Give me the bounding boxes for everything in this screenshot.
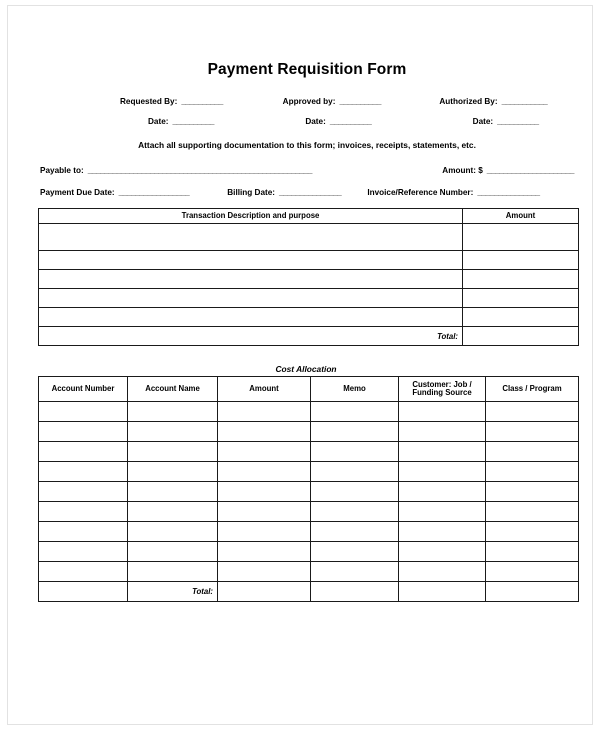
cost-account-number-cell[interactable] bbox=[39, 542, 128, 562]
cost-customer-job-cell[interactable] bbox=[399, 542, 486, 562]
cost-class-program-cell[interactable] bbox=[486, 402, 579, 422]
cost-memo-cell[interactable] bbox=[311, 422, 399, 442]
payable-to-blank[interactable]: ______________________________________________________ bbox=[87, 166, 312, 175]
cost-header-account-name: Account Name bbox=[128, 377, 218, 402]
cost-account-number-cell[interactable] bbox=[39, 402, 128, 422]
transaction-description-cell[interactable] bbox=[39, 251, 463, 270]
transaction-description-cell[interactable] bbox=[39, 224, 463, 251]
cost-account-name-cell[interactable] bbox=[128, 422, 218, 442]
transaction-table-body bbox=[39, 224, 579, 346]
cost-account-number-cell[interactable] bbox=[39, 522, 128, 542]
transaction-header-row bbox=[39, 209, 579, 224]
cost-header-account-number: Account Number bbox=[39, 377, 128, 402]
cost-customer-job-cell[interactable] bbox=[399, 482, 486, 502]
cost-customer-job-cell[interactable] bbox=[399, 442, 486, 462]
cost-memo-cell[interactable] bbox=[311, 502, 399, 522]
table-row[interactable] bbox=[39, 542, 579, 562]
invoice-reference-blank[interactable]: _______________ bbox=[477, 188, 540, 197]
billing-date-label: Billing Date: bbox=[227, 188, 276, 197]
cost-customer-job-cell[interactable] bbox=[399, 462, 486, 482]
authorized-date-blank[interactable]: __________ bbox=[497, 117, 539, 126]
due-dates-row bbox=[34, 188, 574, 197]
cost-total-label: Total: bbox=[128, 582, 218, 602]
transaction-description-cell[interactable] bbox=[39, 270, 463, 289]
page-title: Payment Requisition Form bbox=[207, 61, 407, 78]
cost-customer-job-cell[interactable] bbox=[399, 422, 486, 442]
transaction-total-label: Total: bbox=[39, 327, 463, 346]
table-row[interactable] bbox=[39, 402, 579, 422]
cost-account-name-cell[interactable] bbox=[128, 482, 218, 502]
transaction-description-cell[interactable] bbox=[39, 308, 463, 327]
requested-date-label: Date: bbox=[148, 117, 169, 126]
cost-header-customer-job-line1: Customer: Job / bbox=[412, 379, 472, 389]
cost-amount-cell[interactable] bbox=[218, 542, 311, 562]
transaction-header-description: Transaction Description and purpose bbox=[39, 209, 463, 224]
approved-date-label: Date: bbox=[305, 117, 326, 126]
table-row[interactable] bbox=[39, 270, 579, 289]
cost-class-program-cell[interactable] bbox=[486, 422, 579, 442]
transaction-amount-cell[interactable] bbox=[463, 270, 579, 289]
table-row[interactable] bbox=[39, 442, 579, 462]
cost-memo-cell[interactable] bbox=[311, 462, 399, 482]
cost-header-class-program: Class / Program bbox=[486, 377, 579, 402]
authorized-by-blank[interactable]: ___________ bbox=[501, 97, 548, 106]
cost-account-number-cell[interactable] bbox=[39, 502, 128, 522]
page-sheet bbox=[7, 5, 593, 725]
cost-total-customer-cell[interactable] bbox=[399, 582, 486, 602]
table-row[interactable] bbox=[39, 224, 579, 251]
payable-to-label: Payable to: bbox=[40, 166, 84, 175]
cost-account-name-cell[interactable] bbox=[128, 502, 218, 522]
cost-class-program-cell[interactable] bbox=[486, 482, 579, 502]
cost-allocation-table bbox=[38, 376, 579, 602]
transaction-amount-cell[interactable] bbox=[463, 251, 579, 270]
cost-header-customer-job bbox=[399, 377, 486, 402]
cost-class-program-cell[interactable] bbox=[486, 542, 579, 562]
cost-total-class-cell[interactable] bbox=[486, 582, 579, 602]
cost-amount-cell[interactable] bbox=[218, 522, 311, 542]
cost-total-spacer-cell bbox=[39, 582, 128, 602]
transaction-description-cell[interactable] bbox=[39, 289, 463, 308]
transaction-total-row[interactable] bbox=[39, 327, 579, 346]
table-row[interactable] bbox=[39, 422, 579, 442]
transaction-table bbox=[38, 208, 579, 346]
cost-customer-job-cell[interactable] bbox=[399, 562, 486, 582]
transaction-header-amount: Amount bbox=[463, 209, 579, 224]
cost-class-program-cell[interactable] bbox=[486, 562, 579, 582]
invoice-reference-label: Invoice/Reference Number: bbox=[367, 188, 474, 197]
form-body bbox=[34, 61, 574, 602]
cost-header-amount: Amount bbox=[218, 377, 311, 402]
cost-amount-cell[interactable] bbox=[218, 402, 311, 422]
table-row[interactable] bbox=[39, 522, 579, 542]
table-row[interactable] bbox=[39, 289, 579, 308]
cost-memo-cell[interactable] bbox=[311, 542, 399, 562]
requested-date-blank[interactable]: __________ bbox=[172, 117, 215, 126]
authorized-date-label: Date: bbox=[472, 117, 494, 126]
cost-customer-job-cell[interactable] bbox=[399, 402, 486, 422]
cost-allocation-header-row bbox=[39, 377, 579, 402]
cost-account-number-cell[interactable] bbox=[39, 462, 128, 482]
approved-by-label: Approved by: bbox=[282, 97, 336, 106]
requested-by-blank[interactable]: __________ bbox=[181, 97, 223, 106]
cost-account-name-cell[interactable] bbox=[128, 522, 218, 542]
billing-date-blank[interactable]: _______________ bbox=[279, 188, 342, 197]
attachment-notice: Attach all supporting documentation to this form; invoices, receipts, statements, etc. bbox=[138, 140, 476, 150]
cost-allocation-heading: Cost Allocation bbox=[275, 364, 337, 374]
cost-customer-job-cell[interactable] bbox=[399, 522, 486, 542]
authorized-by-label: Authorized By: bbox=[439, 97, 498, 106]
field-authorized-date[interactable] bbox=[407, 117, 574, 126]
approved-by-blank[interactable]: __________ bbox=[339, 97, 381, 106]
approved-date-blank[interactable]: __________ bbox=[329, 117, 372, 126]
cost-amount-cell[interactable] bbox=[218, 562, 311, 582]
table-row[interactable] bbox=[39, 308, 579, 327]
cost-memo-cell[interactable] bbox=[311, 402, 399, 422]
cost-memo-cell[interactable] bbox=[311, 522, 399, 542]
cost-account-name-cell[interactable] bbox=[128, 462, 218, 482]
requested-by-label: Requested By: bbox=[120, 97, 178, 106]
cost-memo-cell[interactable] bbox=[311, 482, 399, 502]
cost-header-memo: Memo bbox=[311, 377, 399, 402]
cost-header-customer-job-line2: Funding Source bbox=[412, 388, 472, 397]
cost-memo-cell[interactable] bbox=[311, 562, 399, 582]
cost-amount-cell[interactable] bbox=[218, 482, 311, 502]
cost-account-name-cell[interactable] bbox=[128, 402, 218, 422]
cost-allocation-total-row[interactable] bbox=[39, 582, 579, 602]
payable-row bbox=[34, 166, 574, 175]
cost-class-program-cell[interactable] bbox=[486, 442, 579, 462]
payment-due-date-label: Payment Due Date: bbox=[40, 188, 115, 197]
cost-account-number-cell[interactable] bbox=[39, 482, 128, 502]
cost-account-name-cell[interactable] bbox=[128, 542, 218, 562]
field-requested-by[interactable] bbox=[42, 97, 255, 106]
cost-class-program-cell[interactable] bbox=[486, 462, 579, 482]
cost-class-program-cell[interactable] bbox=[486, 522, 579, 542]
amount-label: Amount: $ bbox=[442, 166, 483, 175]
cost-account-name-cell[interactable] bbox=[128, 442, 218, 462]
cost-amount-cell[interactable] bbox=[218, 422, 311, 442]
table-row[interactable] bbox=[39, 502, 579, 522]
field-requested-date[interactable] bbox=[42, 117, 249, 126]
table-row[interactable] bbox=[39, 462, 579, 482]
field-approved-by[interactable] bbox=[255, 97, 418, 106]
transaction-amount-cell[interactable] bbox=[463, 308, 579, 327]
cost-amount-cell[interactable] bbox=[218, 442, 311, 462]
cost-memo-cell[interactable] bbox=[311, 442, 399, 462]
cost-account-name-cell[interactable] bbox=[128, 562, 218, 582]
transaction-amount-cell[interactable] bbox=[463, 289, 579, 308]
cost-customer-job-cell[interactable] bbox=[399, 502, 486, 522]
field-authorized-by[interactable] bbox=[417, 97, 574, 106]
cost-account-number-cell[interactable] bbox=[39, 562, 128, 582]
table-row[interactable] bbox=[39, 251, 579, 270]
cost-account-number-cell[interactable] bbox=[39, 442, 128, 462]
cost-class-program-cell[interactable] bbox=[486, 502, 579, 522]
cost-allocation-table-body bbox=[39, 402, 579, 602]
cost-total-amount-cell[interactable] bbox=[218, 582, 311, 602]
signature-row-dates bbox=[34, 117, 574, 126]
table-row[interactable] bbox=[39, 562, 579, 582]
cost-amount-cell[interactable] bbox=[218, 502, 311, 522]
field-approved-date[interactable] bbox=[249, 117, 406, 126]
signature-row-names bbox=[34, 97, 574, 106]
payment-due-date-blank[interactable]: _________________ bbox=[118, 188, 190, 197]
amount-blank[interactable]: _____________________ bbox=[486, 166, 574, 175]
cost-account-number-cell[interactable] bbox=[39, 422, 128, 442]
cost-total-memo-cell[interactable] bbox=[311, 582, 399, 602]
transaction-amount-cell[interactable] bbox=[463, 224, 579, 251]
cost-amount-cell[interactable] bbox=[218, 462, 311, 482]
table-row[interactable] bbox=[39, 482, 579, 502]
transaction-total-value[interactable] bbox=[463, 327, 579, 346]
